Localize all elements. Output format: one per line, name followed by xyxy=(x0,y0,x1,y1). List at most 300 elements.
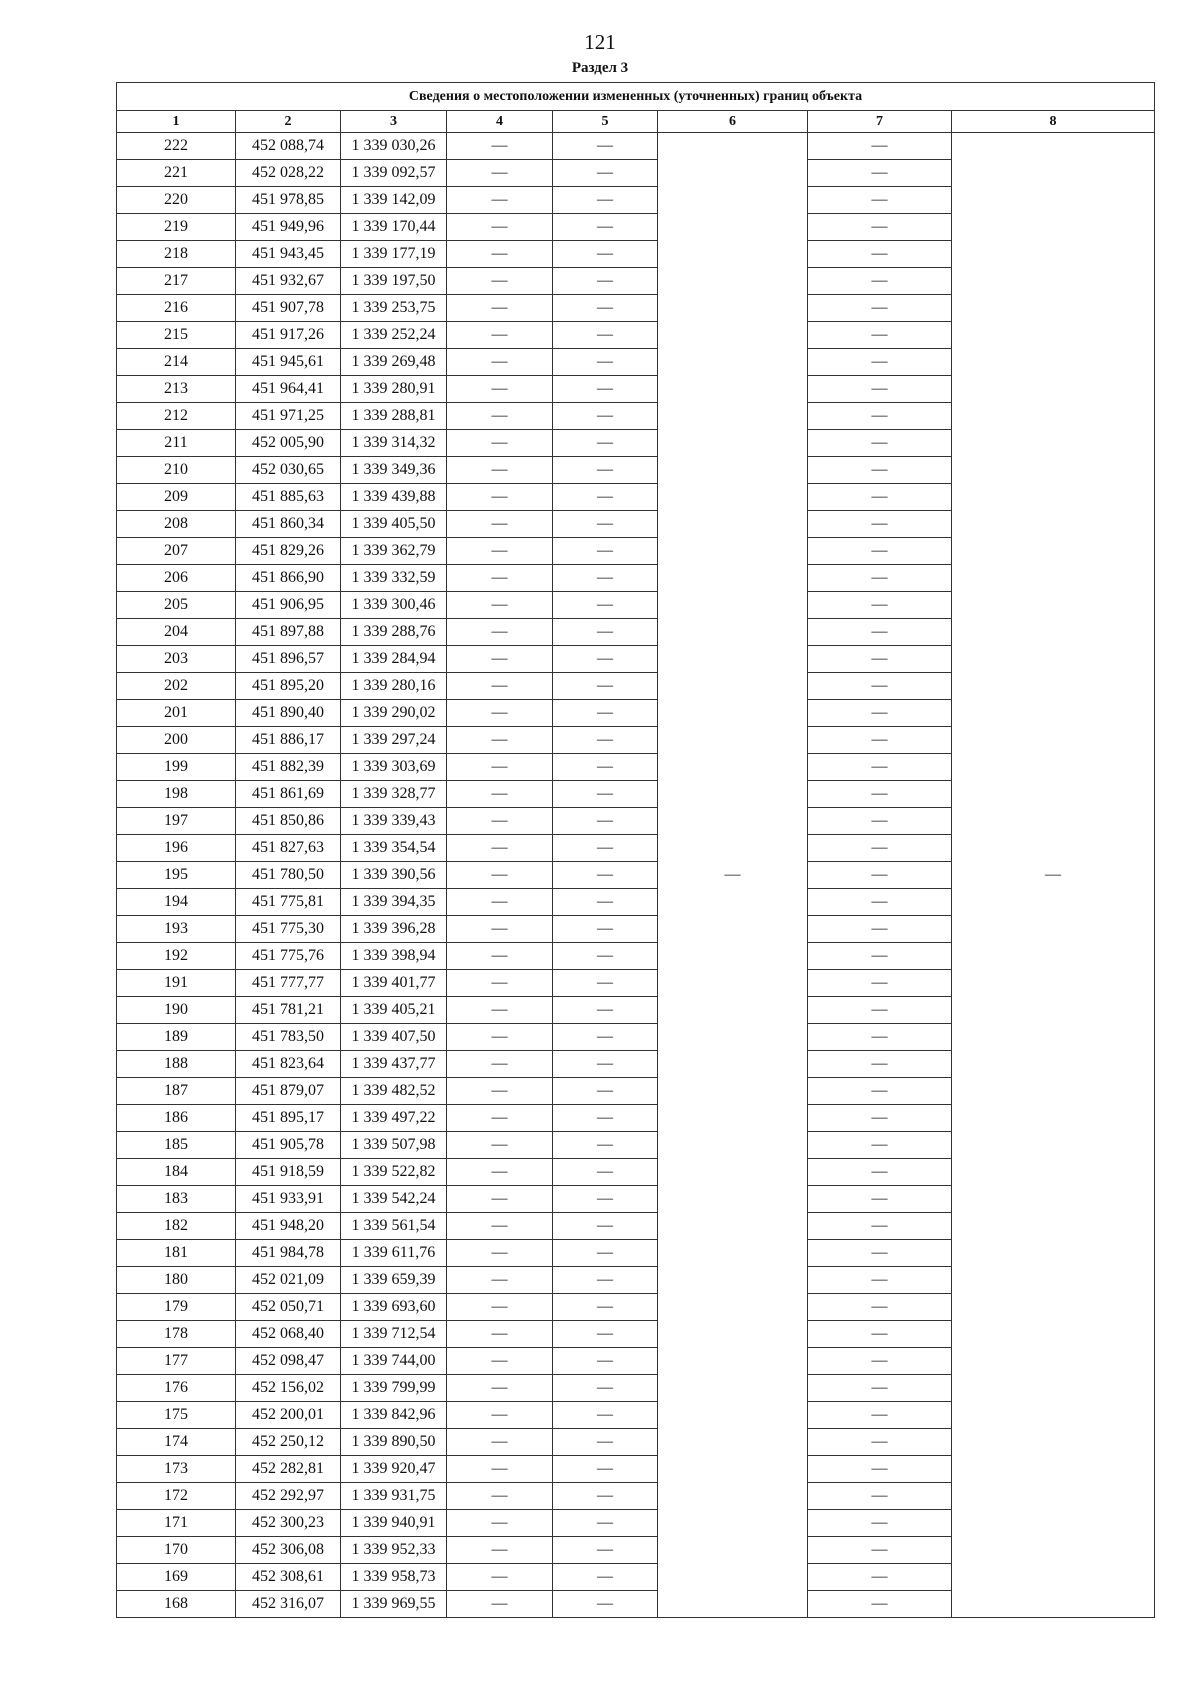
column-5-dash-cell: — xyxy=(553,484,658,511)
column-7-dash-cell: — xyxy=(808,295,952,322)
column-4-dash-cell: — xyxy=(447,1537,553,1564)
column-7-dash-cell: — xyxy=(808,1510,952,1537)
column-7-dash-cell: — xyxy=(808,997,952,1024)
y-coordinate-cell: 1 339 339,43 xyxy=(341,808,447,835)
column-5-dash-cell: — xyxy=(553,916,658,943)
column-5-dash-cell: — xyxy=(553,1240,658,1267)
column-5-dash-cell: — xyxy=(553,457,658,484)
point-number-cell: 209 xyxy=(117,484,236,511)
point-number-cell: 198 xyxy=(117,781,236,808)
y-coordinate-cell: 1 339 542,24 xyxy=(341,1186,447,1213)
column-7-dash-cell: — xyxy=(808,1456,952,1483)
point-number-cell: 203 xyxy=(117,646,236,673)
point-number-cell: 185 xyxy=(117,1132,236,1159)
column-5-dash-cell: — xyxy=(553,1078,658,1105)
y-coordinate-cell: 1 339 401,77 xyxy=(341,970,447,997)
column-5-dash-cell: — xyxy=(553,619,658,646)
x-coordinate-cell: 451 780,50 xyxy=(236,862,341,889)
column-7-dash-cell: — xyxy=(808,1591,952,1618)
x-coordinate-cell: 451 775,81 xyxy=(236,889,341,916)
column-4-dash-cell: — xyxy=(447,1051,553,1078)
table-caption: Сведения о местоположении измененных (уточненных) границ объекта xyxy=(117,83,1155,111)
column-5-dash-cell: — xyxy=(553,403,658,430)
section-title: Раздел 3 xyxy=(571,60,629,76)
x-coordinate-cell: 451 932,67 xyxy=(236,268,341,295)
column-5-dash-cell: — xyxy=(553,862,658,889)
column-7-dash-cell: — xyxy=(808,187,952,214)
column-4-dash-cell: — xyxy=(447,889,553,916)
column-4-dash-cell: — xyxy=(447,349,553,376)
column-number-row xyxy=(117,111,1155,133)
x-coordinate-cell: 451 906,95 xyxy=(236,592,341,619)
column-7-dash-cell: — xyxy=(808,862,952,889)
column-4-dash-cell: — xyxy=(447,295,553,322)
column-7-dash-cell: — xyxy=(808,214,952,241)
column-5-dash-cell: — xyxy=(553,268,658,295)
column-4-dash-cell: — xyxy=(447,511,553,538)
column-7-dash-cell: — xyxy=(808,916,952,943)
y-coordinate-cell: 1 339 288,81 xyxy=(341,403,447,430)
x-coordinate-cell: 451 918,59 xyxy=(236,1159,341,1186)
y-coordinate-cell: 1 339 407,50 xyxy=(341,1024,447,1051)
point-number-cell: 221 xyxy=(117,160,236,187)
x-coordinate-cell: 452 021,09 xyxy=(236,1267,341,1294)
column-4-dash-cell: — xyxy=(447,1078,553,1105)
column-4-dash-cell: — xyxy=(447,268,553,295)
point-number-cell: 196 xyxy=(117,835,236,862)
column-7-dash-cell: — xyxy=(808,781,952,808)
point-number-cell: 191 xyxy=(117,970,236,997)
column-5-dash-cell: — xyxy=(553,1483,658,1510)
point-number-cell: 195 xyxy=(117,862,236,889)
y-coordinate-cell: 1 339 396,28 xyxy=(341,916,447,943)
column-4-dash-cell: — xyxy=(447,916,553,943)
point-number-cell: 219 xyxy=(117,214,236,241)
column-4-dash-cell: — xyxy=(447,1132,553,1159)
column-7-dash-cell: — xyxy=(808,484,952,511)
x-coordinate-cell: 452 306,08 xyxy=(236,1537,341,1564)
x-coordinate-cell: 451 882,39 xyxy=(236,754,341,781)
point-number-cell: 213 xyxy=(117,376,236,403)
x-coordinate-cell: 452 030,65 xyxy=(236,457,341,484)
column-4-dash-cell: — xyxy=(447,376,553,403)
column-4-dash-cell: — xyxy=(447,754,553,781)
point-number-cell: 208 xyxy=(117,511,236,538)
x-coordinate-cell: 452 156,02 xyxy=(236,1375,341,1402)
point-number-cell: 200 xyxy=(117,727,236,754)
point-number-cell: 169 xyxy=(117,1564,236,1591)
column-4-dash-cell: — xyxy=(447,1402,553,1429)
column-5-dash-cell: — xyxy=(553,943,658,970)
x-coordinate-cell: 451 943,45 xyxy=(236,241,341,268)
x-coordinate-cell: 451 890,40 xyxy=(236,700,341,727)
column-5-dash-cell: — xyxy=(553,700,658,727)
column-7-dash-cell: — xyxy=(808,349,952,376)
x-coordinate-cell: 451 933,91 xyxy=(236,1186,341,1213)
point-number-cell: 178 xyxy=(117,1321,236,1348)
column-5-dash-cell: — xyxy=(553,322,658,349)
point-number-cell: 182 xyxy=(117,1213,236,1240)
y-coordinate-cell: 1 339 288,76 xyxy=(341,619,447,646)
column-5-dash-cell: — xyxy=(553,1159,658,1186)
x-coordinate-cell: 451 917,26 xyxy=(236,322,341,349)
column-7-dash-cell: — xyxy=(808,727,952,754)
y-coordinate-cell: 1 339 439,88 xyxy=(341,484,447,511)
column-4-dash-cell: — xyxy=(447,619,553,646)
point-number-cell: 217 xyxy=(117,268,236,295)
point-number-cell: 187 xyxy=(117,1078,236,1105)
column-7-dash-cell: — xyxy=(808,1024,952,1051)
column-5-dash-cell: — xyxy=(553,349,658,376)
point-number-cell: 170 xyxy=(117,1537,236,1564)
x-coordinate-cell: 452 005,90 xyxy=(236,430,341,457)
column-5-dash-cell: — xyxy=(553,781,658,808)
column-5-dash-cell: — xyxy=(553,1402,658,1429)
point-number-cell: 190 xyxy=(117,997,236,1024)
column-5-dash-cell: — xyxy=(553,187,658,214)
y-coordinate-cell: 1 339 314,32 xyxy=(341,430,447,457)
y-coordinate-cell: 1 339 354,54 xyxy=(341,835,447,862)
point-number-cell: 216 xyxy=(117,295,236,322)
x-coordinate-cell: 451 775,30 xyxy=(236,916,341,943)
point-number-cell: 199 xyxy=(117,754,236,781)
column-5-dash-cell: — xyxy=(553,889,658,916)
column-4-dash-cell: — xyxy=(447,322,553,349)
y-coordinate-cell: 1 339 890,50 xyxy=(341,1429,447,1456)
column-4-dash-cell: — xyxy=(447,1591,553,1618)
column-5-dash-cell: — xyxy=(553,1051,658,1078)
y-coordinate-cell: 1 339 398,94 xyxy=(341,943,447,970)
y-coordinate-cell: 1 339 693,60 xyxy=(341,1294,447,1321)
column-7-dash-cell: — xyxy=(808,592,952,619)
column-4-dash-cell: — xyxy=(447,997,553,1024)
point-number-cell: 194 xyxy=(117,889,236,916)
column-7-dash-cell: — xyxy=(808,430,952,457)
point-number-cell: 192 xyxy=(117,943,236,970)
x-coordinate-cell: 452 200,01 xyxy=(236,1402,341,1429)
column-5-dash-cell: — xyxy=(553,646,658,673)
column-7-dash-cell: — xyxy=(808,700,952,727)
y-coordinate-cell: 1 339 940,91 xyxy=(341,1510,447,1537)
column-4-dash-cell: — xyxy=(447,1429,553,1456)
column-5-dash-cell: — xyxy=(553,1294,658,1321)
column-4-dash-cell: — xyxy=(447,538,553,565)
x-coordinate-cell: 451 886,17 xyxy=(236,727,341,754)
y-coordinate-cell: 1 339 482,52 xyxy=(341,1078,447,1105)
point-number-cell: 189 xyxy=(117,1024,236,1051)
column-number-3: 3 xyxy=(341,111,447,133)
x-coordinate-cell: 451 885,63 xyxy=(236,484,341,511)
column-7-dash-cell: — xyxy=(808,1294,952,1321)
column-7-dash-cell: — xyxy=(808,1537,952,1564)
y-coordinate-cell: 1 339 659,39 xyxy=(341,1267,447,1294)
y-coordinate-cell: 1 339 969,55 xyxy=(341,1591,447,1618)
column-number-8: 8 xyxy=(952,111,1155,133)
point-number-cell: 197 xyxy=(117,808,236,835)
y-coordinate-cell: 1 339 497,22 xyxy=(341,1105,447,1132)
column-5-dash-cell: — xyxy=(553,1213,658,1240)
y-coordinate-cell: 1 339 177,19 xyxy=(341,241,447,268)
point-number-cell: 183 xyxy=(117,1186,236,1213)
column-4-dash-cell: — xyxy=(447,673,553,700)
y-coordinate-cell: 1 339 952,33 xyxy=(341,1537,447,1564)
table-body xyxy=(117,133,1155,1618)
column-4-dash-cell: — xyxy=(447,1105,553,1132)
column-5-dash-cell: — xyxy=(553,1456,658,1483)
column-5-dash-cell: — xyxy=(553,1321,658,1348)
column-7-dash-cell: — xyxy=(808,268,952,295)
y-coordinate-cell: 1 339 284,94 xyxy=(341,646,447,673)
column-5-dash-cell: — xyxy=(553,538,658,565)
column-5-dash-cell: — xyxy=(553,835,658,862)
y-coordinate-cell: 1 339 170,44 xyxy=(341,214,447,241)
column-4-dash-cell: — xyxy=(447,727,553,754)
column-7-dash-cell: — xyxy=(808,376,952,403)
column-7-dash-cell: — xyxy=(808,1564,952,1591)
column-number-1: 1 xyxy=(117,111,236,133)
column-7-dash-cell: — xyxy=(808,1321,952,1348)
point-number-cell: 173 xyxy=(117,1456,236,1483)
x-coordinate-cell: 451 827,63 xyxy=(236,835,341,862)
point-number-cell: 176 xyxy=(117,1375,236,1402)
y-coordinate-cell: 1 339 931,75 xyxy=(341,1483,447,1510)
column-4-dash-cell: — xyxy=(447,160,553,187)
x-coordinate-cell: 451 896,57 xyxy=(236,646,341,673)
column-7-dash-cell: — xyxy=(808,619,952,646)
y-coordinate-cell: 1 339 280,91 xyxy=(341,376,447,403)
column-8-merged-cell: — xyxy=(952,133,1155,1618)
point-number-cell: 207 xyxy=(117,538,236,565)
column-7-dash-cell: — xyxy=(808,565,952,592)
column-5-dash-cell: — xyxy=(553,1132,658,1159)
x-coordinate-cell: 451 879,07 xyxy=(236,1078,341,1105)
column-5-dash-cell: — xyxy=(553,430,658,457)
column-4-dash-cell: — xyxy=(447,862,553,889)
point-number-cell: 174 xyxy=(117,1429,236,1456)
column-7-dash-cell: — xyxy=(808,322,952,349)
x-coordinate-cell: 451 905,78 xyxy=(236,1132,341,1159)
column-7-dash-cell: — xyxy=(808,403,952,430)
column-4-dash-cell: — xyxy=(447,1159,553,1186)
column-5-dash-cell: — xyxy=(553,133,658,160)
point-number-cell: 222 xyxy=(117,133,236,160)
y-coordinate-cell: 1 339 611,76 xyxy=(341,1240,447,1267)
column-4-dash-cell: — xyxy=(447,1024,553,1051)
point-number-cell: 220 xyxy=(117,187,236,214)
point-number-cell: 193 xyxy=(117,916,236,943)
x-coordinate-cell: 451 907,78 xyxy=(236,295,341,322)
column-7-dash-cell: — xyxy=(808,889,952,916)
column-7-dash-cell: — xyxy=(808,1186,952,1213)
y-coordinate-cell: 1 339 092,57 xyxy=(341,160,447,187)
column-4-dash-cell: — xyxy=(447,592,553,619)
x-coordinate-cell: 451 978,85 xyxy=(236,187,341,214)
x-coordinate-cell: 452 308,61 xyxy=(236,1564,341,1591)
point-number-cell: 175 xyxy=(117,1402,236,1429)
column-4-dash-cell: — xyxy=(447,943,553,970)
column-7-dash-cell: — xyxy=(808,1051,952,1078)
point-number-cell: 180 xyxy=(117,1267,236,1294)
x-coordinate-cell: 451 897,88 xyxy=(236,619,341,646)
column-4-dash-cell: — xyxy=(447,1456,553,1483)
column-4-dash-cell: — xyxy=(447,808,553,835)
x-coordinate-cell: 452 088,74 xyxy=(236,133,341,160)
column-4-dash-cell: — xyxy=(447,781,553,808)
column-4-dash-cell: — xyxy=(447,1564,553,1591)
point-number-cell: 181 xyxy=(117,1240,236,1267)
column-5-dash-cell: — xyxy=(553,1105,658,1132)
column-7-dash-cell: — xyxy=(808,1132,952,1159)
column-number-7: 7 xyxy=(808,111,952,133)
x-coordinate-cell: 451 971,25 xyxy=(236,403,341,430)
column-7-dash-cell: — xyxy=(808,943,952,970)
column-5-dash-cell: — xyxy=(553,1591,658,1618)
y-coordinate-cell: 1 339 405,21 xyxy=(341,997,447,1024)
y-coordinate-cell: 1 339 142,09 xyxy=(341,187,447,214)
x-coordinate-cell: 451 948,20 xyxy=(236,1213,341,1240)
column-4-dash-cell: — xyxy=(447,1267,553,1294)
column-4-dash-cell: — xyxy=(447,484,553,511)
x-coordinate-cell: 451 783,50 xyxy=(236,1024,341,1051)
column-4-dash-cell: — xyxy=(447,187,553,214)
y-coordinate-cell: 1 339 522,82 xyxy=(341,1159,447,1186)
column-5-dash-cell: — xyxy=(553,673,658,700)
y-coordinate-cell: 1 339 842,96 xyxy=(341,1402,447,1429)
y-coordinate-cell: 1 339 349,36 xyxy=(341,457,447,484)
y-coordinate-cell: 1 339 303,69 xyxy=(341,754,447,781)
column-5-dash-cell: — xyxy=(553,727,658,754)
column-5-dash-cell: — xyxy=(553,295,658,322)
column-5-dash-cell: — xyxy=(553,970,658,997)
x-coordinate-cell: 451 775,76 xyxy=(236,943,341,970)
column-5-dash-cell: — xyxy=(553,1510,658,1537)
x-coordinate-cell: 452 028,22 xyxy=(236,160,341,187)
column-7-dash-cell: — xyxy=(808,160,952,187)
page-number: 121 xyxy=(584,30,616,54)
y-coordinate-cell: 1 339 328,77 xyxy=(341,781,447,808)
y-coordinate-cell: 1 339 280,16 xyxy=(341,673,447,700)
column-5-dash-cell: — xyxy=(553,1429,658,1456)
x-coordinate-cell: 451 895,20 xyxy=(236,673,341,700)
column-7-dash-cell: — xyxy=(808,1402,952,1429)
point-number-cell: 171 xyxy=(117,1510,236,1537)
point-number-cell: 186 xyxy=(117,1105,236,1132)
column-5-dash-cell: — xyxy=(553,1267,658,1294)
point-number-cell: 215 xyxy=(117,322,236,349)
column-5-dash-cell: — xyxy=(553,808,658,835)
x-coordinate-cell: 452 098,47 xyxy=(236,1348,341,1375)
point-number-cell: 202 xyxy=(117,673,236,700)
y-coordinate-cell: 1 339 290,02 xyxy=(341,700,447,727)
column-5-dash-cell: — xyxy=(553,1375,658,1402)
point-number-cell: 205 xyxy=(117,592,236,619)
column-4-dash-cell: — xyxy=(447,1321,553,1348)
y-coordinate-cell: 1 339 394,35 xyxy=(341,889,447,916)
column-7-dash-cell: — xyxy=(808,808,952,835)
x-coordinate-cell: 451 777,77 xyxy=(236,970,341,997)
x-coordinate-cell: 452 050,71 xyxy=(236,1294,341,1321)
y-coordinate-cell: 1 339 712,54 xyxy=(341,1321,447,1348)
column-number-2: 2 xyxy=(236,111,341,133)
y-coordinate-cell: 1 339 030,26 xyxy=(341,133,447,160)
column-7-dash-cell: — xyxy=(808,754,952,781)
column-7-dash-cell: — xyxy=(808,970,952,997)
y-coordinate-cell: 1 339 507,98 xyxy=(341,1132,447,1159)
x-coordinate-cell: 451 861,69 xyxy=(236,781,341,808)
column-5-dash-cell: — xyxy=(553,754,658,781)
column-5-dash-cell: — xyxy=(553,511,658,538)
x-coordinate-cell: 451 850,86 xyxy=(236,808,341,835)
table-row xyxy=(117,133,1155,160)
column-7-dash-cell: — xyxy=(808,511,952,538)
column-4-dash-cell: — xyxy=(447,1186,553,1213)
y-coordinate-cell: 1 339 297,24 xyxy=(341,727,447,754)
x-coordinate-cell: 451 829,26 xyxy=(236,538,341,565)
x-coordinate-cell: 451 866,90 xyxy=(236,565,341,592)
column-7-dash-cell: — xyxy=(808,1483,952,1510)
column-7-dash-cell: — xyxy=(808,1429,952,1456)
point-number-cell: 177 xyxy=(117,1348,236,1375)
x-coordinate-cell: 451 823,64 xyxy=(236,1051,341,1078)
point-number-cell: 188 xyxy=(117,1051,236,1078)
point-number-cell: 212 xyxy=(117,403,236,430)
column-6-merged-cell: — xyxy=(658,133,808,1618)
column-7-dash-cell: — xyxy=(808,1375,952,1402)
column-7-dash-cell: — xyxy=(808,1267,952,1294)
column-5-dash-cell: — xyxy=(553,1564,658,1591)
column-7-dash-cell: — xyxy=(808,241,952,268)
x-coordinate-cell: 452 300,23 xyxy=(236,1510,341,1537)
x-coordinate-cell: 452 250,12 xyxy=(236,1429,341,1456)
column-7-dash-cell: — xyxy=(808,1348,952,1375)
column-7-dash-cell: — xyxy=(808,673,952,700)
column-4-dash-cell: — xyxy=(447,700,553,727)
column-4-dash-cell: — xyxy=(447,1240,553,1267)
x-coordinate-cell: 451 984,78 xyxy=(236,1240,341,1267)
point-number-cell: 172 xyxy=(117,1483,236,1510)
y-coordinate-cell: 1 339 252,24 xyxy=(341,322,447,349)
column-4-dash-cell: — xyxy=(447,241,553,268)
y-coordinate-cell: 1 339 958,73 xyxy=(341,1564,447,1591)
column-4-dash-cell: — xyxy=(447,403,553,430)
point-number-cell: 179 xyxy=(117,1294,236,1321)
y-coordinate-cell: 1 339 799,99 xyxy=(341,1375,447,1402)
column-4-dash-cell: — xyxy=(447,1375,553,1402)
x-coordinate-cell: 451 964,41 xyxy=(236,376,341,403)
column-7-dash-cell: — xyxy=(808,1159,952,1186)
coordinates-table xyxy=(116,82,1155,1618)
y-coordinate-cell: 1 339 405,50 xyxy=(341,511,447,538)
y-coordinate-cell: 1 339 269,48 xyxy=(341,349,447,376)
point-number-cell: 206 xyxy=(117,565,236,592)
y-coordinate-cell: 1 339 362,79 xyxy=(341,538,447,565)
column-5-dash-cell: — xyxy=(553,1537,658,1564)
y-coordinate-cell: 1 339 332,59 xyxy=(341,565,447,592)
column-number-4: 4 xyxy=(447,111,553,133)
y-coordinate-cell: 1 339 390,56 xyxy=(341,862,447,889)
column-4-dash-cell: — xyxy=(447,1483,553,1510)
point-number-cell: 214 xyxy=(117,349,236,376)
column-7-dash-cell: — xyxy=(808,1105,952,1132)
y-coordinate-cell: 1 339 253,75 xyxy=(341,295,447,322)
column-5-dash-cell: — xyxy=(553,214,658,241)
x-coordinate-cell: 451 945,61 xyxy=(236,349,341,376)
column-number-6: 6 xyxy=(658,111,808,133)
x-coordinate-cell: 452 282,81 xyxy=(236,1456,341,1483)
point-number-cell: 211 xyxy=(117,430,236,457)
column-7-dash-cell: — xyxy=(808,538,952,565)
y-coordinate-cell: 1 339 744,00 xyxy=(341,1348,447,1375)
